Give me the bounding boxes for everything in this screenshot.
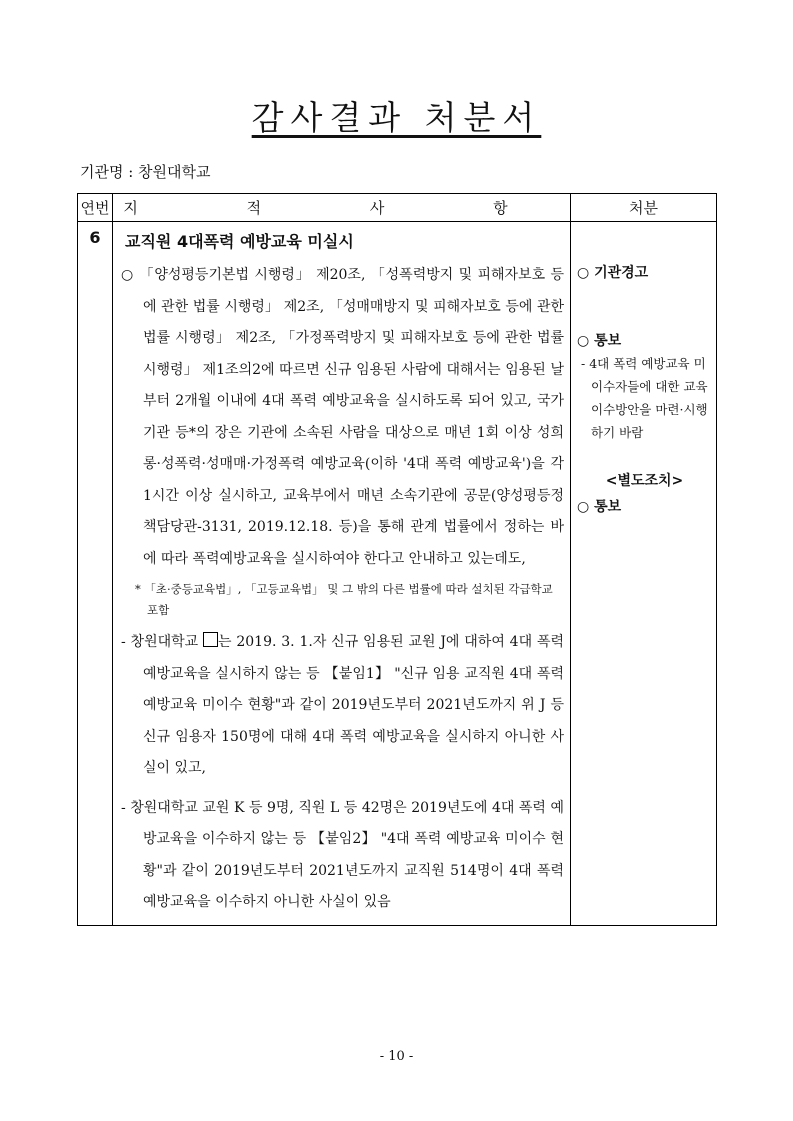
finding-dash-1 [121,627,564,785]
row-serial-no: 6 [78,222,113,926]
finding-paragraph: ○ 「양성평등기본법 시행령」 제20조, 「성폭력방지 및 피해자보호 등에 관한 법률 시행령」 제2조, 「성매매방지 및 피해자보호 등에 관한 법률 시행령」 제2조, 「가정폭력방지 및 피해자보호 등에 관한 법률 시행령」 제1조의2에 따르면 신규 임용된 사람에 대해서는 임용된 날부터 2개월 이내에 4대 폭력 예방교육을 실시하도록 되어 있고, 국가기관 등*의 장은 기관에 소속된 사람을 대상으로 매년 1회 이상 성희롱·성폭력·성매매·가정폭력 예방교육(이하 '4대 폭력 예방교육')을 각 1시간 이상 실시하고, 교육부에서 매년 소속기관에 공문(양성평등정책담당관-3131, 2019.12.18. 등)을 통해 관계 법률에서 정하는 바에 따라 폭력예방교육을 실시하여야 한다고 안내하고 있는데도, [121,267,564,567]
finding-dash-1-text: 는 2019. 3. 1.자 신규 임용된 교원 J에 대하여 4대 폭력 예방교육을 실시하지 않는 등 【붙임1】 "신규 임용 교직원 4대 폭력 예방교육 미이수 현황"과 같이 2019년도부터 2021년도까지 위 J 등 신규 임용자 150명에 대해 4대 폭력 예방교육을 실시하지 아니한 사실이 있고, [143,634,564,776]
document-title: 감사결과 처분서 [251,98,542,137]
audit-table [77,193,717,926]
table-row [78,222,717,926]
finding-dash-2: - 창원대학교 교원 K 등 9명, 직원 L 등 42명은 2019년도에 4대 폭력 예방교육을 이수하지 않는 등 【붙임2】 "4대 폭력 예방교육 미이수 현황"과 같이 2019년도부터 2021년도까지 교직원 514명이 4대 폭력 예방교육을 이수하지 아니한 사실이 있음 [121,799,564,910]
footnote: * 「초·중등교육법」, 「고등교육법」 및 그 밖의 다른 법률에 따라 설치된 각급학교 포함 [135,582,553,617]
organization-name: 기관명 : 창원대학교 [80,163,211,181]
header-serial-no: 연번 [78,194,113,222]
disposition-warning: ○ 기관경고 [577,265,649,281]
header-findings: 지 적 사 항 [113,194,571,222]
page-number: - 10 - [379,1049,414,1064]
disposition-notice: ○ 통보 [577,333,622,349]
separate-action-heading: <별도조치> [605,473,684,489]
disposition-notice-detail: - 4대 폭력 예방교육 미이수자들에 대한 교육이수방안을 마련·시행하기 바람 [581,356,708,440]
finding-dash-1-lead: - 창원대학교 [121,634,204,650]
disposition-cell [571,222,717,926]
item-title: 교직원 4대폭력 예방교육 미실시 [125,232,354,251]
header-disposition: 처분 [571,194,717,222]
separate-action-notice: ○ 통보 [577,499,622,515]
findings-cell [113,222,571,926]
masked-name-box [203,632,218,647]
table-header-row [78,194,717,222]
